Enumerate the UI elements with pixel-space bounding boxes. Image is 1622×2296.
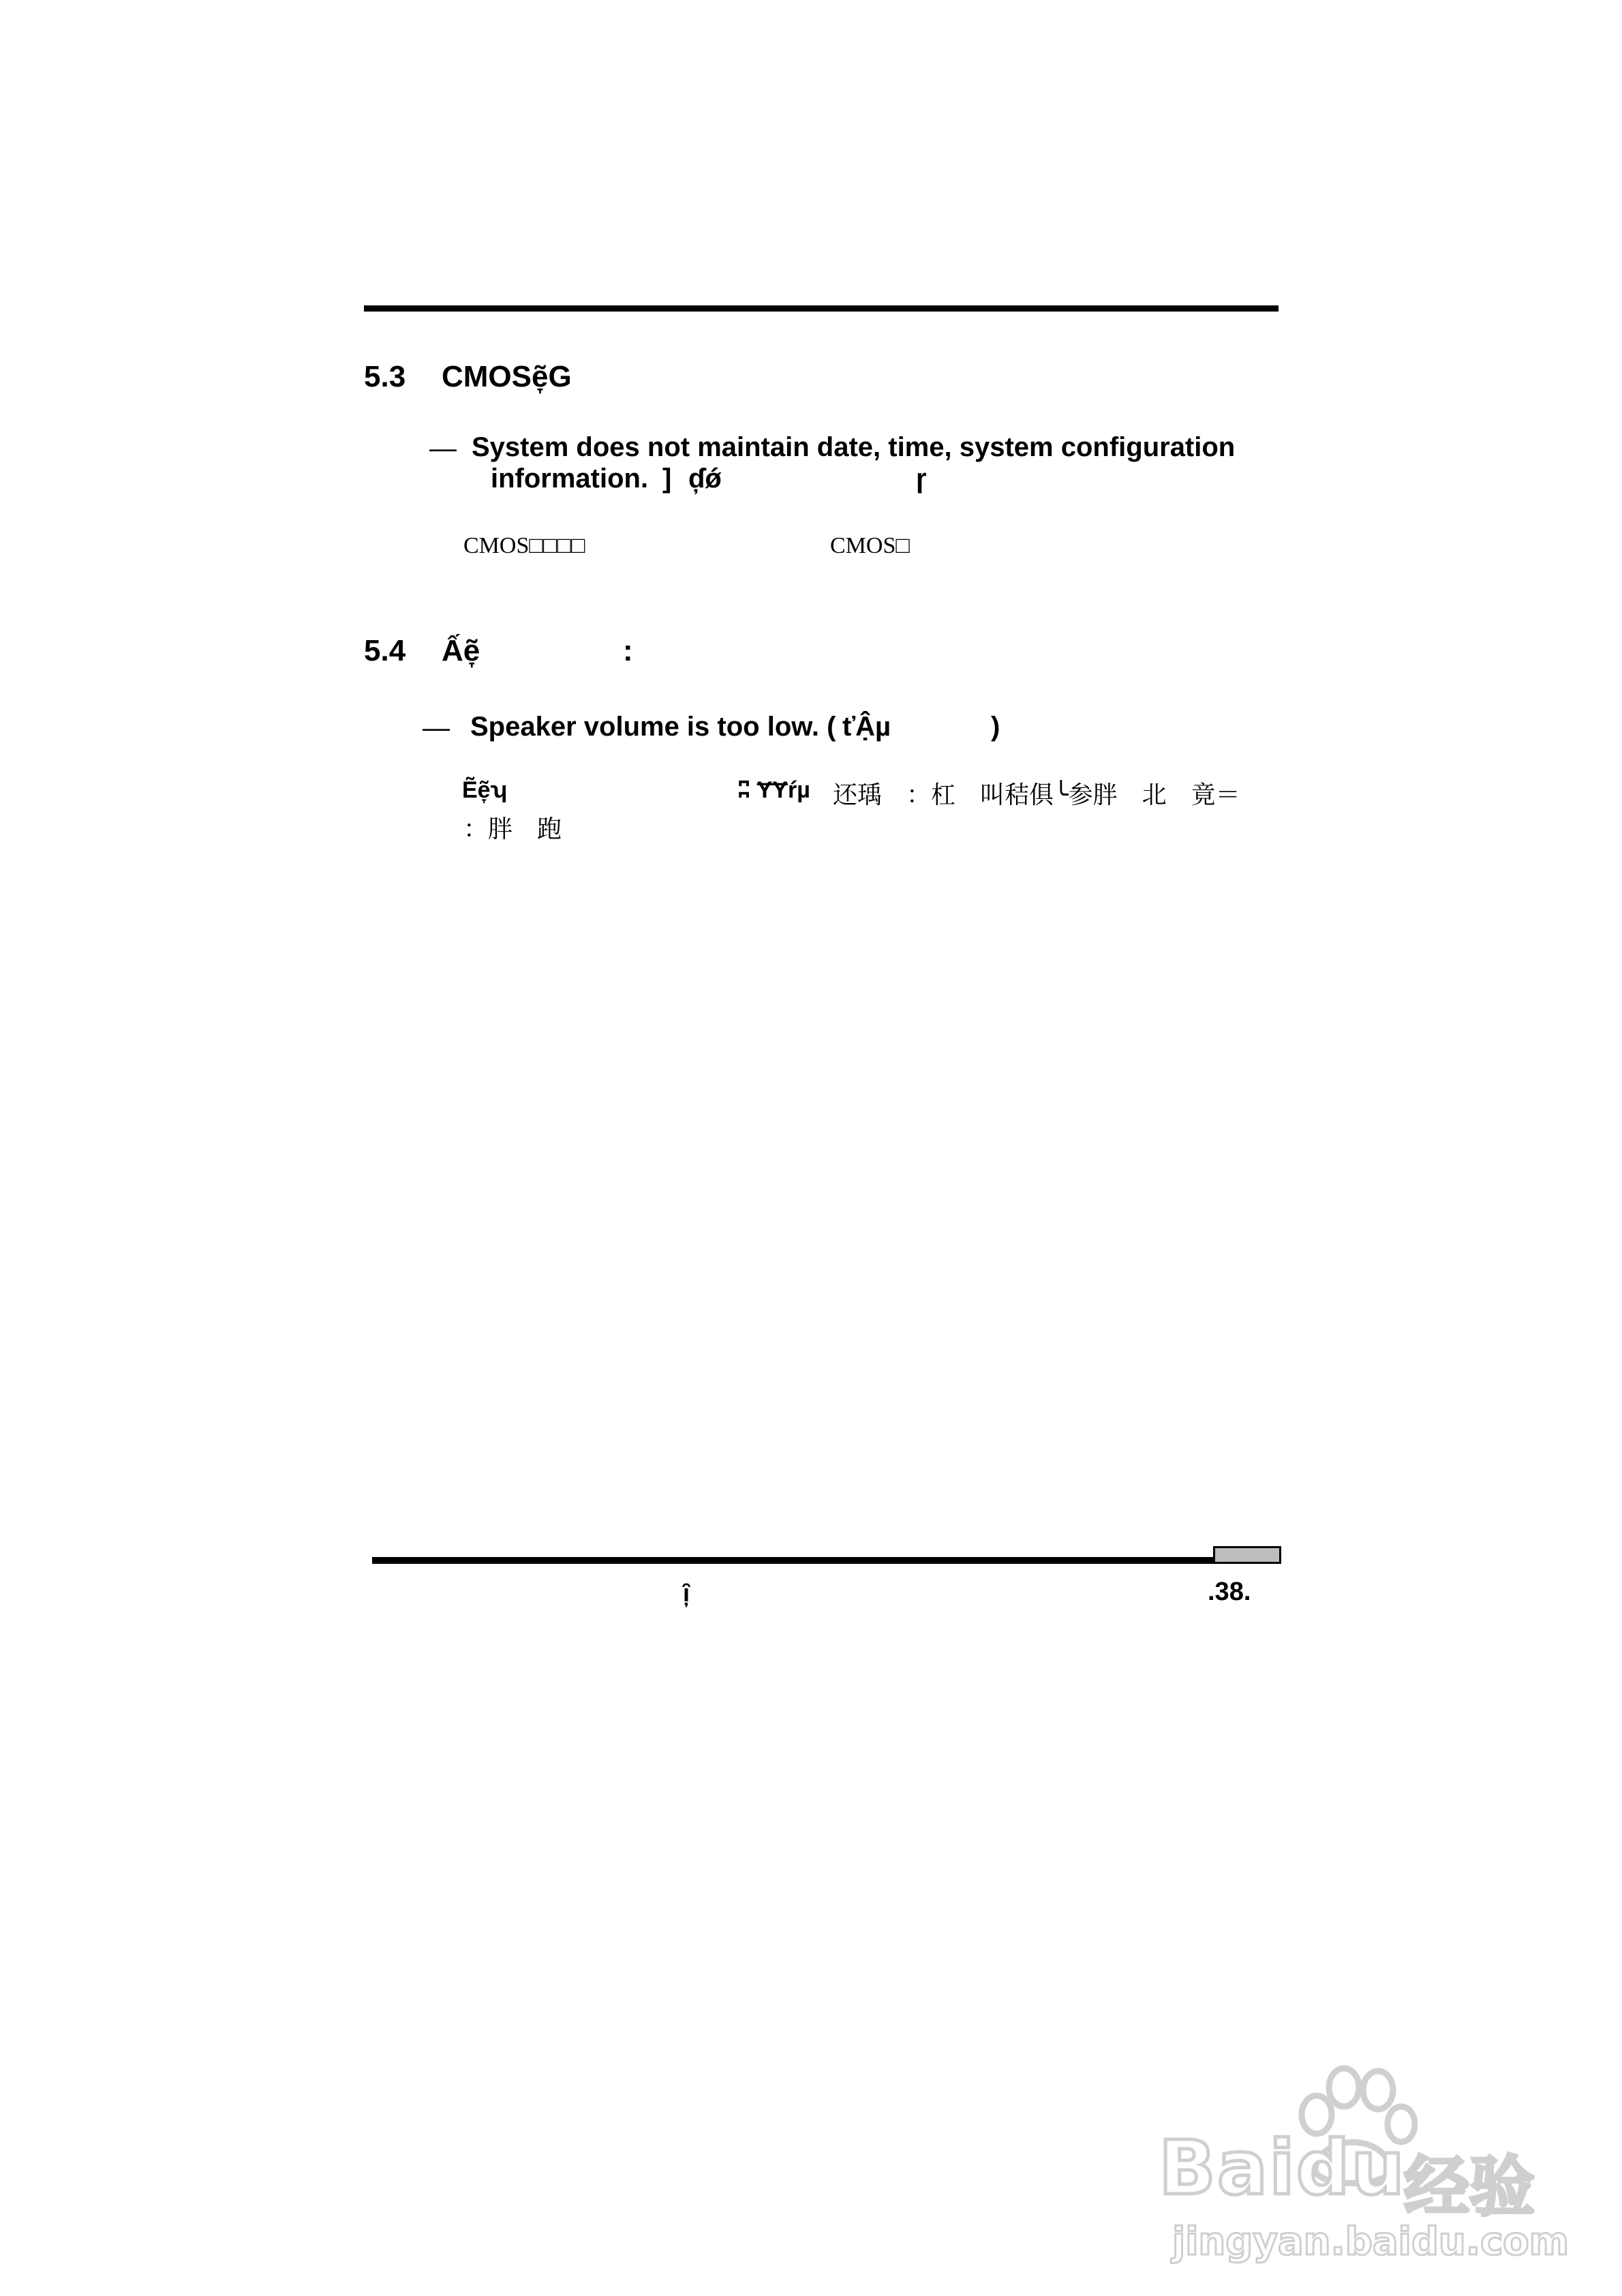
section-5-3-number: 5.3 [364, 360, 406, 393]
garbled-glyph: ɗ̦ǿ [688, 464, 722, 494]
watermark-url: jingyan.baidu.com [1172, 2220, 1570, 2264]
garbled-glyph: ťẬµ [842, 712, 891, 742]
footer-tab [1213, 1546, 1281, 1564]
body-text: CMOS□□□□ [463, 533, 585, 558]
body-text: ：胖 跑 [463, 815, 562, 843]
footer-glyph: ȋ̦ [683, 1579, 690, 1607]
body-text: 还瑀 ：杠 叫秸俱╰参胖 北 竟＝ [833, 781, 1240, 809]
symptom-line: System does not maintain date, time, system configuration [472, 432, 1236, 462]
body-text: CMOS□ [830, 533, 910, 558]
close-paren: ) [991, 712, 1000, 742]
garbled-glyph: Ẽẽ̞ʮ [462, 777, 508, 803]
watermark-cn: 经验 [1404, 2149, 1535, 2225]
item-dash: — [429, 434, 457, 464]
header-rule [364, 305, 1279, 312]
section-5-3-title: CMOSẽ̞G [442, 360, 572, 393]
garbled-glyph: ɼ [916, 464, 927, 494]
section-5-4-colon: : [623, 634, 633, 667]
section-5-4-title: Ấẽ̞ [442, 634, 480, 667]
watermark-brand [1159, 2124, 1406, 2211]
watermark-bai: Bai [1159, 2124, 1296, 2211]
symptom-line: Speaker volume is too low. ( [470, 712, 836, 742]
watermark-du: du [1296, 2124, 1406, 2211]
garbled-glyph: ʭ ɎɎŕµ [737, 777, 810, 803]
footer-rule [372, 1557, 1281, 1564]
baidu-watermark [1159, 2059, 1570, 2264]
section-5-4-number: 5.4 [364, 634, 406, 667]
garbled-glyph: ] [662, 464, 672, 494]
symptom-line-cont: information. [491, 464, 649, 494]
item-dash: — [423, 713, 450, 743]
page-number: .38. [1208, 1577, 1251, 1606]
